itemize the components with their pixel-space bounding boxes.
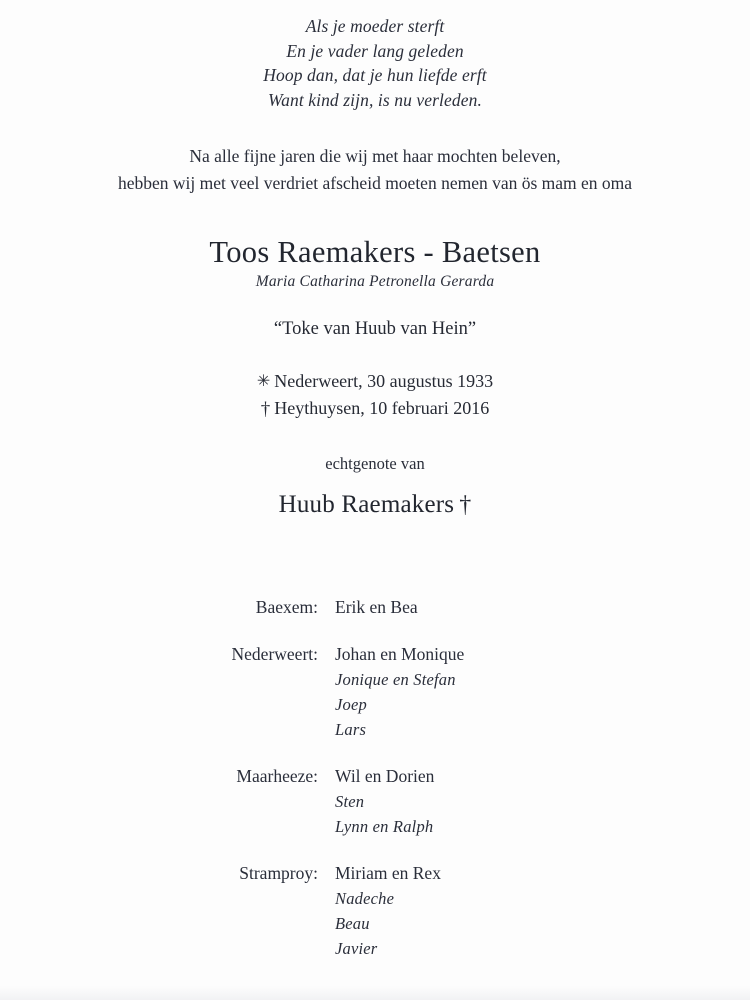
announcement-line: hebben wij met veel verdriet afscheid moeten nemen van ös mam en oma	[117, 173, 633, 193]
announcement	[0, 143, 750, 197]
poem-line: Hoop dan, dat je hun liefde erft	[263, 65, 487, 85]
family-list	[0, 595, 750, 961]
family-member-name: Jonique en Stefan	[335, 670, 456, 689]
family-member-name: Miriam en Rex	[335, 863, 441, 883]
family-member-name: Joep	[335, 695, 367, 714]
spouse-name-line	[0, 489, 750, 521]
death-text: Heythuysen, 10 februari 2016	[274, 398, 490, 418]
family-group	[0, 595, 750, 620]
family-member-name: Nadeche	[335, 889, 395, 908]
poem	[0, 14, 750, 112]
life-dates	[0, 368, 750, 423]
family-members	[335, 595, 418, 620]
family-members	[335, 764, 434, 839]
family-place-label: Nederweert:	[231, 644, 318, 664]
deceased-full-name: Toos Raemakers - Baetsen	[209, 235, 541, 269]
family-members	[335, 642, 464, 742]
family-member-name: Wil en Dorien	[335, 766, 435, 786]
family-group	[0, 861, 750, 961]
family-place-label: Baexem:	[255, 597, 318, 617]
spouse-intro: echtgenote van	[325, 454, 425, 473]
birth-text: Nederweert, 30 augustus 1933	[274, 371, 494, 391]
deceased-name-block	[0, 235, 750, 292]
family-member-name: Lars	[335, 720, 367, 739]
spouse-name: Huub Raemakers	[278, 491, 455, 518]
death-cross-icon: †	[260, 399, 271, 420]
spouse-death-cross-icon: †	[459, 492, 472, 518]
family-member-name: Beau	[335, 914, 370, 933]
family-group	[0, 764, 750, 839]
death-line	[0, 395, 750, 423]
birth-star-icon: ✳	[256, 373, 271, 390]
family-member-name: Sten	[335, 792, 365, 811]
family-member-name: Johan en Monique	[335, 644, 465, 664]
birth-line	[0, 368, 750, 395]
family-place-label: Stramproy:	[239, 863, 318, 883]
announcement-line: Na alle fijne jaren die wij met haar mochten beleven,	[189, 146, 561, 166]
family-member-name: Erik en Bea	[335, 597, 418, 617]
family-place-label: Maarheeze:	[236, 766, 318, 786]
family-member-name: Lynn en Ralph	[335, 817, 434, 836]
page-bottom-shadow	[0, 986, 750, 1000]
deceased-given-names: Maria Catharina Petronella Gerarda	[255, 273, 495, 290]
spouse-block	[0, 453, 750, 521]
family-group	[0, 642, 750, 742]
poem-line: En je vader lang geleden	[286, 40, 464, 61]
family-members	[335, 861, 441, 961]
poem-line: Als je moeder sterft	[305, 16, 445, 36]
deceased-nickname: “Toke van Huub van Hein”	[273, 319, 477, 339]
poem-line: Want kind zijn, is nu verleden.	[268, 89, 482, 110]
family-member-name: Javier	[335, 939, 378, 958]
